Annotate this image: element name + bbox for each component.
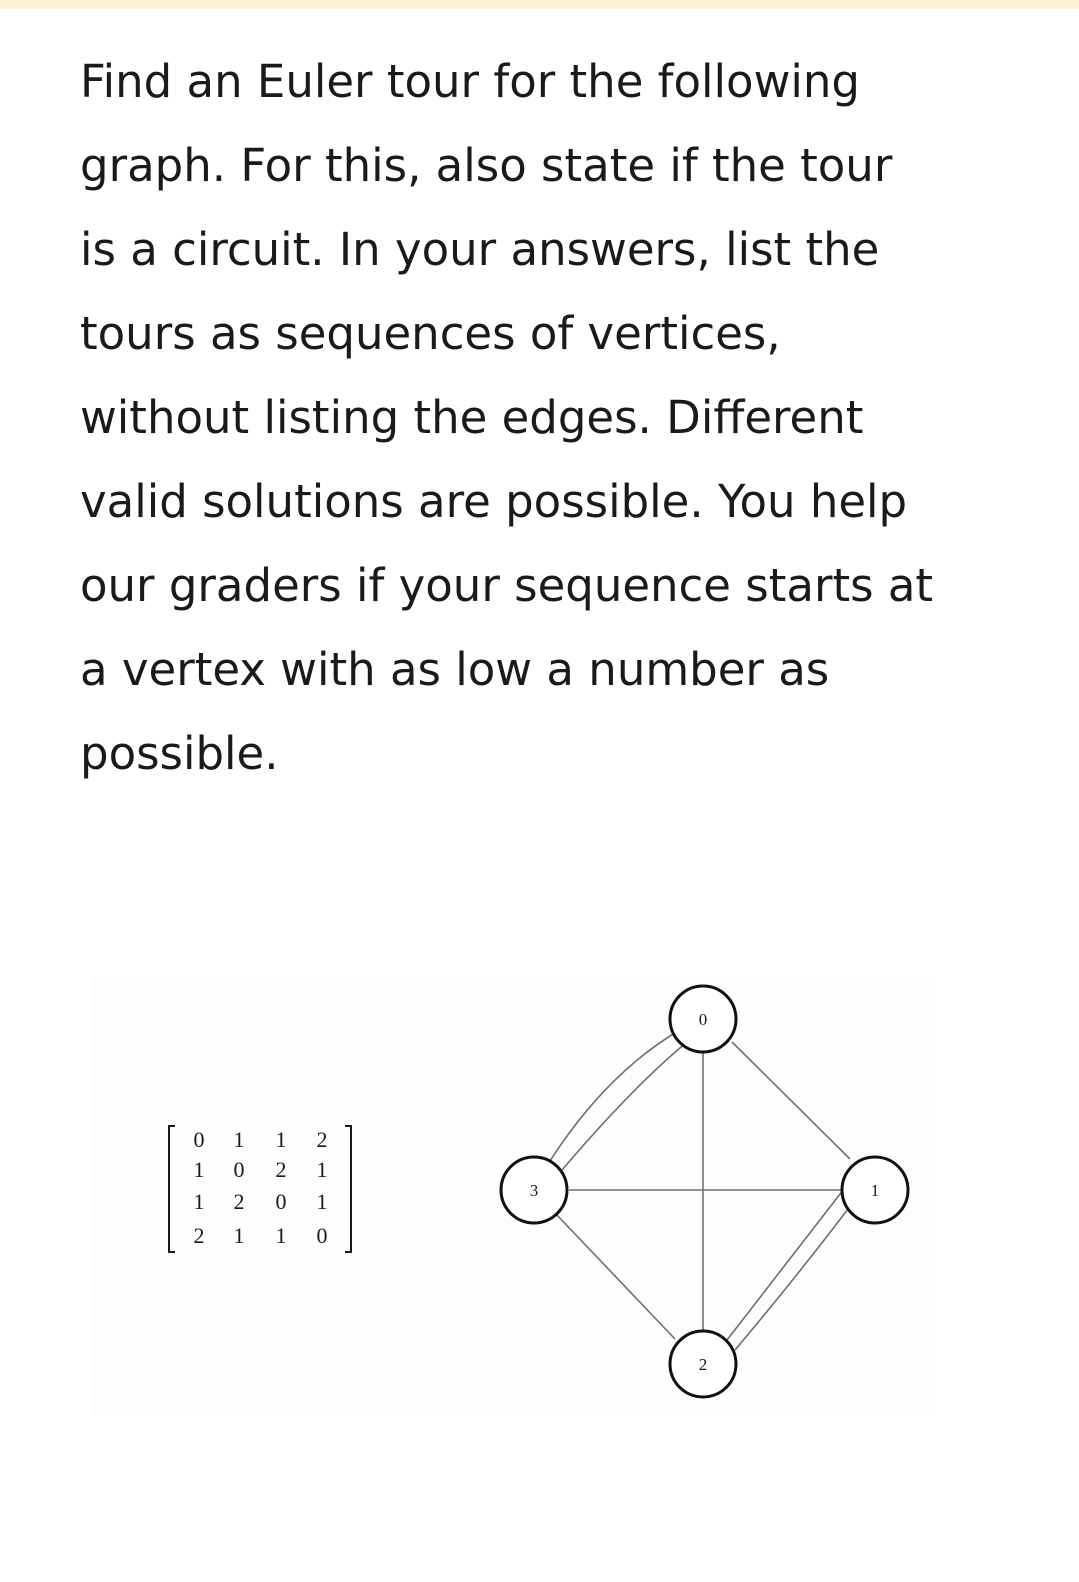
question-line: valid solutions are possible. You help	[80, 475, 908, 528]
vertex-label: 1	[870, 1181, 880, 1200]
matrix-cell: 1	[275, 1127, 287, 1152]
graph-figure	[93, 976, 935, 1416]
matrix-cell: 1	[193, 1189, 205, 1214]
edge-0-3-b	[562, 1038, 692, 1170]
matrix-cell: 1	[275, 1223, 287, 1248]
vertex-label: 3	[529, 1181, 539, 1200]
matrix-cell: 0	[316, 1223, 328, 1248]
question-text	[80, 40, 1020, 796]
matrix-cell: 0	[233, 1157, 245, 1182]
edge-0-3-a	[550, 1028, 683, 1161]
matrix-cell: 0	[275, 1189, 287, 1214]
matrix-cell: 1	[316, 1157, 328, 1182]
matrix-cell: 1	[233, 1223, 245, 1248]
matrix-cell: 2	[275, 1157, 287, 1182]
question-line: without listing the edges. Different	[80, 391, 864, 444]
question-line: our graders if your sequence starts at	[80, 559, 934, 612]
matrix-cell: 2	[193, 1223, 205, 1248]
adjacency-matrix	[194, 1127, 328, 1248]
vertex-0	[670, 986, 736, 1052]
edge-1-2-b	[735, 1185, 866, 1350]
edge-2-3	[555, 1213, 675, 1339]
question-line: possible.	[80, 727, 279, 780]
question-line: Find an Euler tour for the following	[80, 55, 860, 108]
matrix-right-bracket	[345, 1126, 351, 1252]
vertex-3	[501, 1157, 567, 1223]
matrix-cell: 2	[316, 1127, 328, 1152]
vertex-1	[842, 1157, 908, 1223]
edge-0-1	[732, 1042, 850, 1159]
matrix-cell: 1	[193, 1157, 205, 1182]
question-line: a vertex with as low a number as	[80, 643, 830, 696]
matrix-cell: 1	[233, 1127, 245, 1152]
matrix-left-bracket	[169, 1126, 175, 1252]
question-line: is a circuit. In your answers, list the	[80, 223, 880, 276]
graph-edges	[550, 1028, 866, 1350]
graph-figure-svg	[93, 976, 935, 1416]
question-line: tours as sequences of vertices,	[80, 307, 781, 360]
edge-1-2-a	[727, 1176, 854, 1340]
vertex-2	[670, 1331, 736, 1397]
question-line: graph. For this, also state if the tour	[80, 139, 893, 192]
vertex-label: 2	[698, 1355, 708, 1374]
matrix-cell: 2	[233, 1189, 245, 1214]
matrix-cell: 1	[316, 1189, 328, 1214]
vertex-label: 0	[698, 1010, 708, 1029]
top-highlight-strip	[0, 0, 1079, 9]
matrix-cell: 0	[193, 1127, 205, 1152]
